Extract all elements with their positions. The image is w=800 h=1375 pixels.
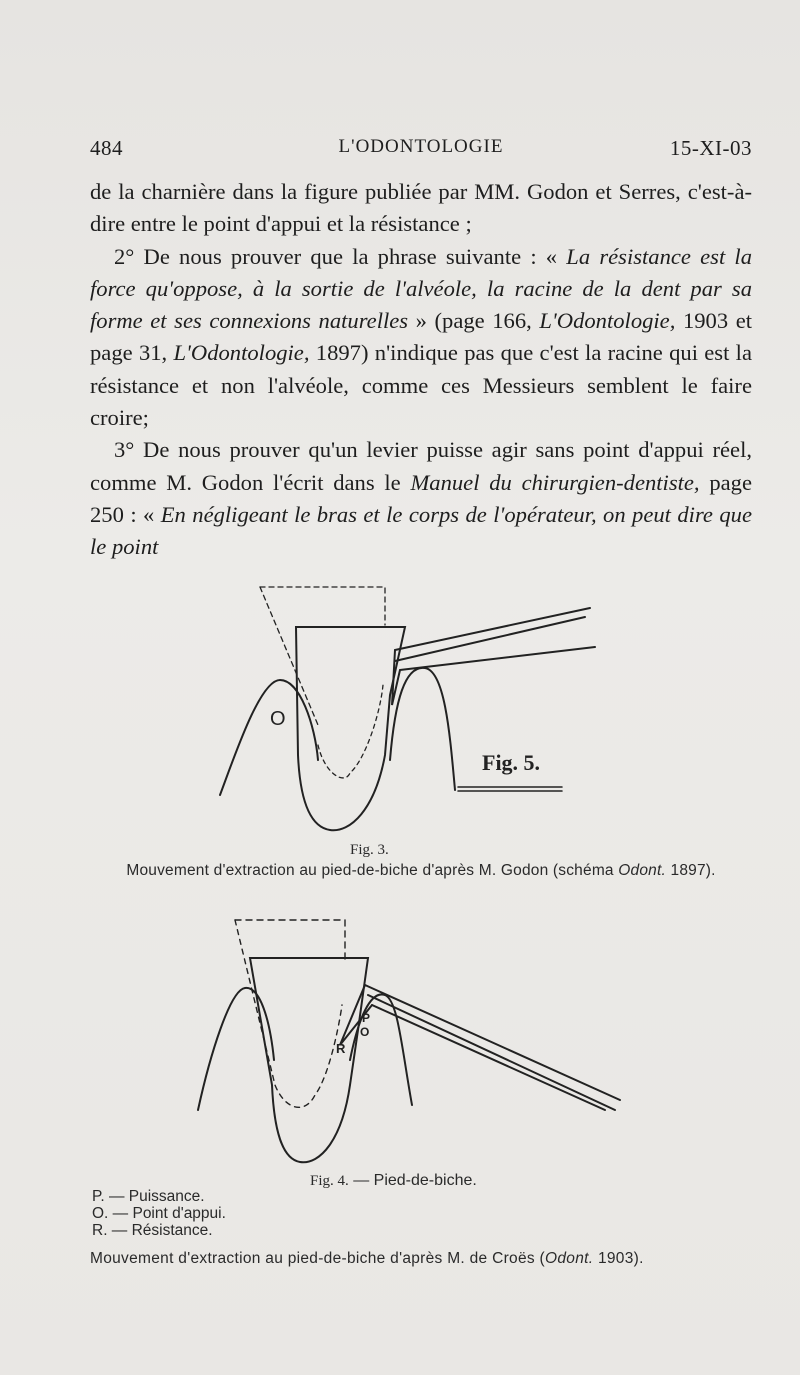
fig3-lever-low xyxy=(400,647,595,670)
body-text xyxy=(90,176,752,564)
legend-item-puissance: P. — Puissance. xyxy=(92,1188,205,1205)
fig4-lever-low xyxy=(372,1005,605,1110)
paragraph-1 xyxy=(90,176,752,241)
legend-item-resistance: R. — Résistance. xyxy=(92,1222,213,1239)
figure-4-caption-text: Mouvement d'extraction au pied-de-biche d'après M. de Croës ( xyxy=(90,1250,545,1267)
fig3-dashed-root xyxy=(318,685,383,778)
fig3-bone-left xyxy=(220,680,318,795)
paragraph-3-intro: 3° De nous prouver qu'un levier puisse agir sans point d'appui réel, comme M. Godon l'écrit dans le xyxy=(90,437,752,495)
paragraph-2-ref-b: 1903 et page 31, xyxy=(90,308,753,366)
paragraph-3-book-title: Manuel du chirurgien-dentiste, xyxy=(410,469,700,495)
figure-3-caption xyxy=(90,862,752,880)
fig3-lever-top xyxy=(395,608,590,650)
fig3-label-o: O xyxy=(270,708,286,730)
running-header xyxy=(90,136,752,170)
figure-4-caption xyxy=(90,1250,752,1268)
figure-4-diagram xyxy=(190,910,630,1170)
paragraph-2-journal-1: L'Odontologie, xyxy=(539,308,676,334)
fig4-dashed-top xyxy=(235,920,345,960)
figure-3-diagram xyxy=(200,585,620,835)
figure-4-legend xyxy=(92,1188,226,1239)
paragraph-2-journal-2: L'Odontologie, xyxy=(173,340,310,366)
paragraph-2-quote: La résistance est la force qu'oppose, à la sortie de l'alvéole, la racine de la dent par sa forme et ses connexions naturelles xyxy=(90,243,752,334)
figure-4-name: — Pied-de-biche. xyxy=(348,1172,477,1189)
fig3-inner-fig-label: Fig. 5. xyxy=(482,750,541,775)
figure-3-caption-year: 1897). xyxy=(666,862,716,879)
figure-4-caption-year: 1903). xyxy=(593,1250,644,1267)
fig4-dashed-left xyxy=(235,920,342,1107)
fig4-label-p: P xyxy=(362,1011,371,1025)
issue-date: 15-XI-03 xyxy=(669,136,752,160)
figure-3-number: Fig. 3. xyxy=(350,842,389,858)
fig3-label-underline xyxy=(458,787,562,791)
legend-item-point-appui: O. — Point d'appui. xyxy=(92,1205,226,1222)
fig4-lever-top xyxy=(365,985,620,1100)
paragraph-3-quote: En négligeant le bras et le corps de l'opérateur, on peut dire que le point xyxy=(90,501,752,560)
figure-4-number: Fig. 4. xyxy=(310,1173,349,1189)
figure-4-caption-journal: Odont. xyxy=(545,1250,594,1267)
fig3-dashed-outline xyxy=(260,587,385,625)
fig3-bone-right xyxy=(390,668,455,790)
fig3-dashed-left xyxy=(260,587,318,725)
fig4-lever-mid xyxy=(368,995,615,1110)
paragraph-3-page-ref: page 250 : « xyxy=(90,469,752,527)
figure-4-title xyxy=(310,1172,477,1190)
paragraph-2 xyxy=(90,241,752,435)
figure-3-caption-journal: Odont. xyxy=(618,862,666,879)
paragraph-2-ref-a: » (page 166, xyxy=(408,308,540,334)
fig4-label-o: O xyxy=(360,1025,370,1039)
fig4-bone-left xyxy=(198,988,274,1110)
paragraph-2-end: 1897) n'indique pas que c'est la racine qui est la résistance et non l'alvéole, comme ces Messieurs semblent le faire croire; xyxy=(90,340,752,431)
fig4-label-r: R xyxy=(336,1041,346,1056)
page-number: 484 xyxy=(90,136,123,160)
journal-title: L'ODONTOLOGIE xyxy=(338,136,504,157)
paragraph-2-intro: 2° De nous prouver que la phrase suivante : « xyxy=(114,243,567,269)
paragraph-3 xyxy=(90,434,752,563)
figure-3-caption-text: Mouvement d'extraction au pied-de-biche d'après M. Godon (schéma xyxy=(126,862,619,879)
paragraph-1-text: de la charnière dans la figure publiée par MM. Godon et Serres, c'est-à-dire entre le point d'appui et la résistance ; xyxy=(90,179,752,237)
fig3-lever-mid xyxy=(395,617,585,661)
